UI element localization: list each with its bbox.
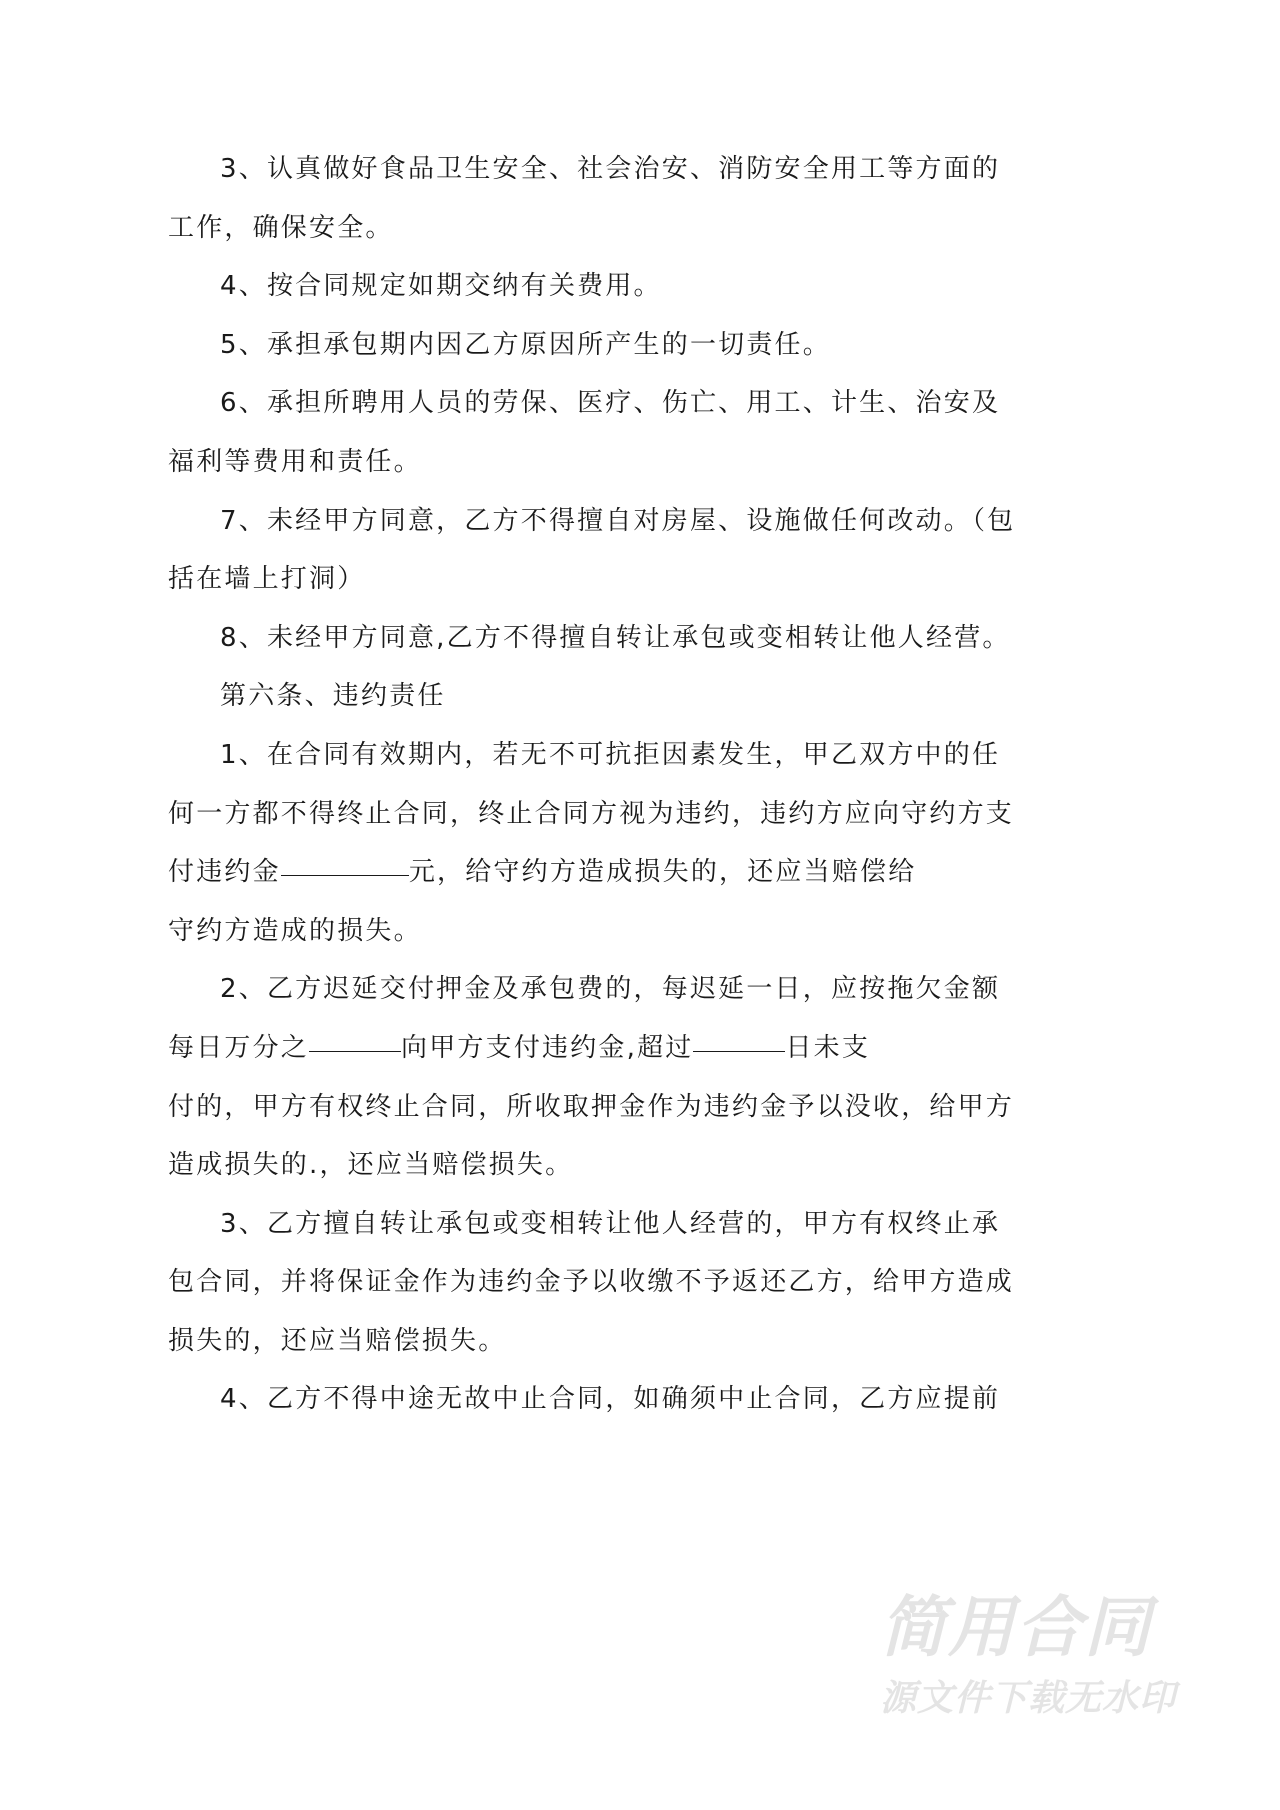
text-line: 付的，甲方有权终止合同，所收取押金作为违约金予以没收，给甲方 bbox=[168, 1091, 1015, 1122]
watermark bbox=[880, 1588, 1280, 1724]
text-fragment: 向甲方支付违约金,超过 bbox=[401, 1032, 694, 1063]
fill-in-blank bbox=[309, 1050, 401, 1052]
text-fragment: 每日万分之 bbox=[168, 1032, 310, 1063]
text-line: 括在墙上打洞） bbox=[168, 564, 366, 595]
fill-in-blank bbox=[281, 874, 409, 876]
text-line: 守约方造成的损失。 bbox=[168, 915, 422, 946]
text-line: 4、乙方不得中途无故中止合同，如确须中止合同，乙方应提前 bbox=[220, 1384, 1001, 1415]
watermark-subtitle: 源文件下载无水印 bbox=[880, 1678, 1177, 1719]
text-line: 3、认真做好食品卫生安全、社会治安、消防安全用工等方面的 bbox=[220, 154, 1001, 184]
text-line-with-blank bbox=[168, 1019, 944, 1078]
text-line: 2、乙方迟延交付押金及承包费的，每迟延一日，应按拖欠金额 bbox=[220, 974, 1001, 1005]
fill-in-blank bbox=[693, 1050, 785, 1052]
text-line: 8、未经甲方同意,乙方不得擅自转让承包或变相转让他人经营。 bbox=[220, 622, 1011, 653]
section-heading: 第六条、违约责任 bbox=[220, 681, 446, 712]
text-line: 何一方都不得终止合同，终止合同方视为违约，违约方应向守约方支 bbox=[168, 798, 1015, 829]
text-line: 6、承担所聘用人员的劳保、医疗、伤亡、用工、计生、治安及 bbox=[220, 388, 1001, 419]
text-fragment: 元，给守约方造成损失的，还应当赔偿给 bbox=[408, 857, 917, 888]
text-fragment: 付违约金 bbox=[168, 857, 281, 888]
text-line: 损失的，还应当赔偿损失。 bbox=[168, 1325, 507, 1356]
watermark-title: 简用合同 bbox=[880, 1589, 1152, 1666]
document-page bbox=[168, 140, 1016, 1429]
text-line: 4、按合同规定如期交纳有关费用。 bbox=[220, 271, 662, 302]
text-line-with-blank bbox=[168, 843, 944, 902]
text-fragment: 日未支 bbox=[785, 1032, 871, 1063]
text-line: 工作，确保安全。 bbox=[168, 212, 394, 243]
text-line: 造成损失的.，还应当赔偿损失。 bbox=[168, 1150, 574, 1181]
text-line: 7、未经甲方同意，乙方不得擅自对房屋、设施做任何改动。（包 bbox=[220, 505, 1016, 536]
text-line: 福利等费用和责任。 bbox=[168, 446, 422, 477]
text-line: 1、在合同有效期内，若无不可抗拒因素发生，甲乙双方中的任 bbox=[220, 739, 1001, 770]
text-line: 3、乙方擅自转让承包或变相转让他人经营的，甲方有权终止承 bbox=[220, 1208, 1001, 1239]
text-line: 5、承担承包期内因乙方原因所产生的一切责任。 bbox=[220, 329, 831, 360]
text-line: 包合同，并将保证金作为违约金予以收缴不予返还乙方，给甲方造成 bbox=[168, 1267, 1015, 1298]
